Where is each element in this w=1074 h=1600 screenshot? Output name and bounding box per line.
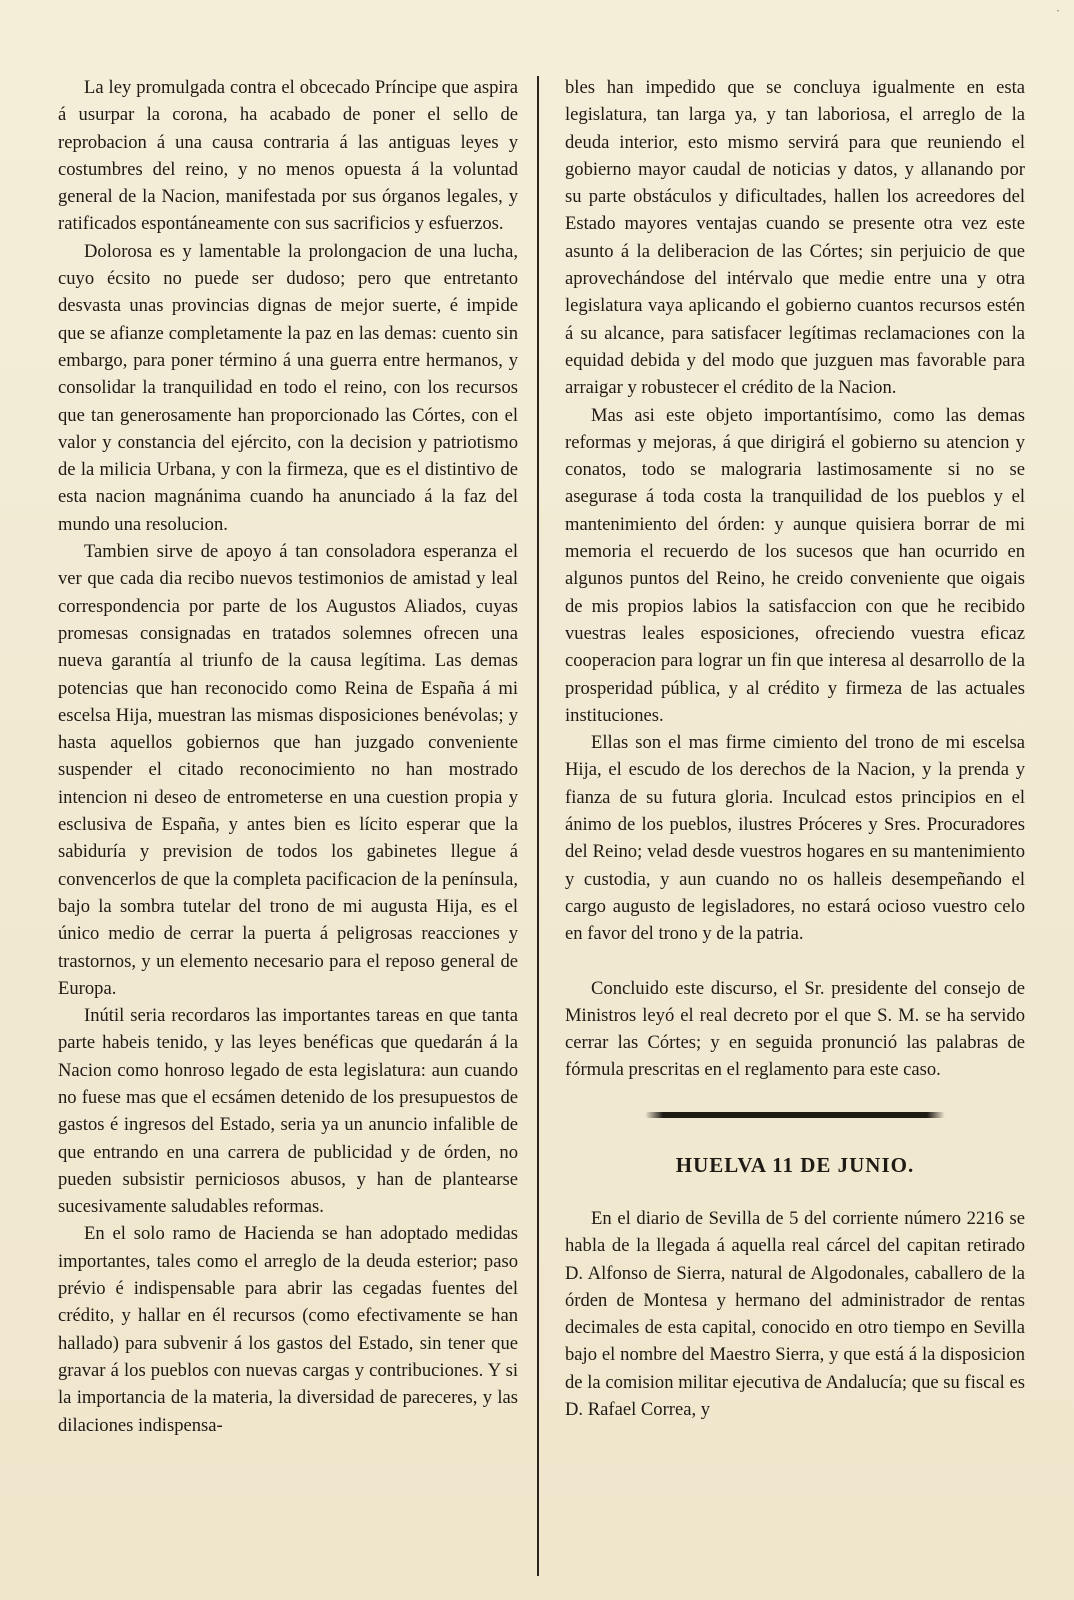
section-heading: HUELVA 11 DE JUNIO. — [675, 1152, 915, 1177]
paragraph-struggle: Dolorosa es y lamentable la prolongacion de una lucha, cuyo écsito no puede ser dudoso; pero que entretanto desvasta unas provincias dignas de mejor suerte, é impide que se afianze completamente la paz en las demas: cuento sin embargo, para poner término á una guerra entre hermanos, y consolidar la tranquilidad en todo el reino, con los recursos que tan generosamente han proporcionado las Córtes, con el valor y constancia del ejército, con la decision y patriotismo de la milicia Urbana, y con la firmeza, que es el distintivo de esta nacion magnánima cuando ha anunciado á la faz del mundo una resolucion. — [58, 240, 518, 535]
paragraph-legislature: Inútil seria recordaros las importantes tareas en que tanta parte habeis tenido, y las leyes benéficas que quedarán á la Nacion como honroso legado de esta legislatura: aun cuando no fuese mas que el ecsámen detenido de los presupuestos de gastos é ingresos del Estado, seria ya un anuncio infalible de que entrando en una carrera de publicidad y de órden, no pueden subsistir perniciosos abusos, y han de plantearse sucesivamente saludables reformas. — [58, 1005, 518, 1218]
paragraph-closing: Concluido este discurso, el Sr. presidente del consejo de Ministros leyó el real decreto por el que S. M. se ha servido cerrar las Córtes; y en seguida pronunció las palabras de fórmula prescritas en el reglamento para este caso. — [565, 977, 1025, 1081]
paragraph-order: Mas asi este objeto importantísimo, como las demas reformas y mejoras, á que dirigirá el gobierno su atencion y conatos, todo se malograria lastimosamente si no se asegurase á toda costa la tranquilidad de los pueblos y el mantenimiento del órden: y aunque quisiera borrar de mi memoria el recuerdo de los sucesos que han ocurrido en algunos puntos del Reino, he creido conveniente que oigais de mis propios labios la satisfaccion con que he recibido vuestras leales esposiciones, ofreciendo vuestra eficaz cooperacion para lograr un fin que interesa al desarrollo de la prosperidad pública, y al crédito y firmeza de las actuales instituciones. — [565, 404, 1025, 726]
paragraph-throne: Ellas son el mas firme cimiento del trono de mi escelsa Hija, el escudo de los derechos de la Nacion, y la prenda y fianza de su futura gloria. Inculcad estos principios en el ánimo de los pueblos, ilustres Próceres y Sres. Procuradores del Reino; velad desde vuestros hogares en su mantenimiento y custodia, y aun cuando no os halleis desempeñando el cargo augusto de legisladores, no estará ocioso vuestro celo en favor del trono y de la patria. — [565, 732, 1025, 945]
paragraph-allies: Tambien sirve de apoyo á tan consoladora esperanza el ver que cada dia recibo nuevos testimonios de amistad y leal correspondencia por parte de los Augustos Aliados, cuyas promesas consignadas en tratados solemnes ofrecen una nueva garantía al triunfo de la causa legítima. Las demas potencias que han reconocido como Reina de España á mi escelsa Hija, muestran las mismas disposiciones benévolas; y hasta aquellos gobiernos que han juzgado conveniente suspender el citado reconocimiento no han mostrado intencion ni deseo de entrometerse en una cuestion propia y esclusiva de España, y antes bien es lícito esperar que la sabiduría y prevision de todos los gabinetes llegue á convencerlos de que la completa pacificacion de la península, bajo la sombra tutelar del trono de mi augusta Hija, es el único medio de cerrar la puerta á peligrosas reacciones y trastornos, y un elemento necesario para el reposo general de Europa. — [58, 541, 518, 999]
paragraph-news: En el diario de Sevilla de 5 del corriente número 2216 se habla de la llegada á aquella real cárcel del capitan retirado D. Alfonso de Sierra, natural de Algodonales, caballero de la órden de Montesa y hermano del administrador de rentas decimales de esta capital, conocido en otro tiempo en Sevilla bajo el nombre del Maestro Sierra, y que está á la disposicion de la comision militar ejecutiva de Andalucía; que su fiscal es D. Rafael Correa, y — [565, 1207, 1025, 1421]
page-corner-mark: · — [1056, 4, 1060, 18]
paragraph-hacienda: En el solo ramo de Hacienda se han adoptado medidas importantes, tales como el arreglo de la deuda esterior; paso prévio é indispensable para abrir las cegadas fuentes del crédito, y hallar en él recursos (como efectivamente se han hallado) para subvenir á los gastos del Estado, sin tener que gravar á los pueblos con nuevas cargas y contribuciones. Y si la importancia de la materia, la diversidad de pareceres, y las dilaciones indispensa- — [58, 1223, 518, 1436]
column-divider — [537, 76, 539, 1576]
left-column — [58, 74, 518, 1439]
paragraph-royal-law: La ley promulgada contra el obcecado Príncipe que aspira á usurpar la corona, ha acabado de poner el sello de reprobacion á una causa contraria á las antiguas leyes y costumbres del reino, y no menos opuesta á la voluntad general de la Nacion, manifestada por sus órganos legales, y ratificados espontáneamente con sus sacrificios y esfuerzos. — [58, 77, 518, 235]
section-rule — [645, 1112, 945, 1118]
paragraph-continuation: bles han impedido que se concluya igualmente en esta legislatura, tan larga ya, y tan laboriosa, el arreglo de la deuda interior, esto mismo servirá para que reuniendo el gobierno mayor caudal de noticias y datos, y allanando por su parte obstáculos y dificultades, hallen los acreedores del Estado mayores ventajas cuando se presente otra vez este asunto á la deliberacion de las Córtes; sin perjuicio de que aprovechándose del intérvalo que medie entre una y otra legislatura vaya aplicando el gobierno cuantos recursos estén á su alcance, para satisfacer legítimas reclamaciones con la equidad debida y del modo que juzguen mas favorable para arraigar y robustecer el crédito de la Nacion. — [565, 77, 1025, 399]
spacer — [565, 948, 1025, 975]
right-column — [565, 74, 1025, 1423]
